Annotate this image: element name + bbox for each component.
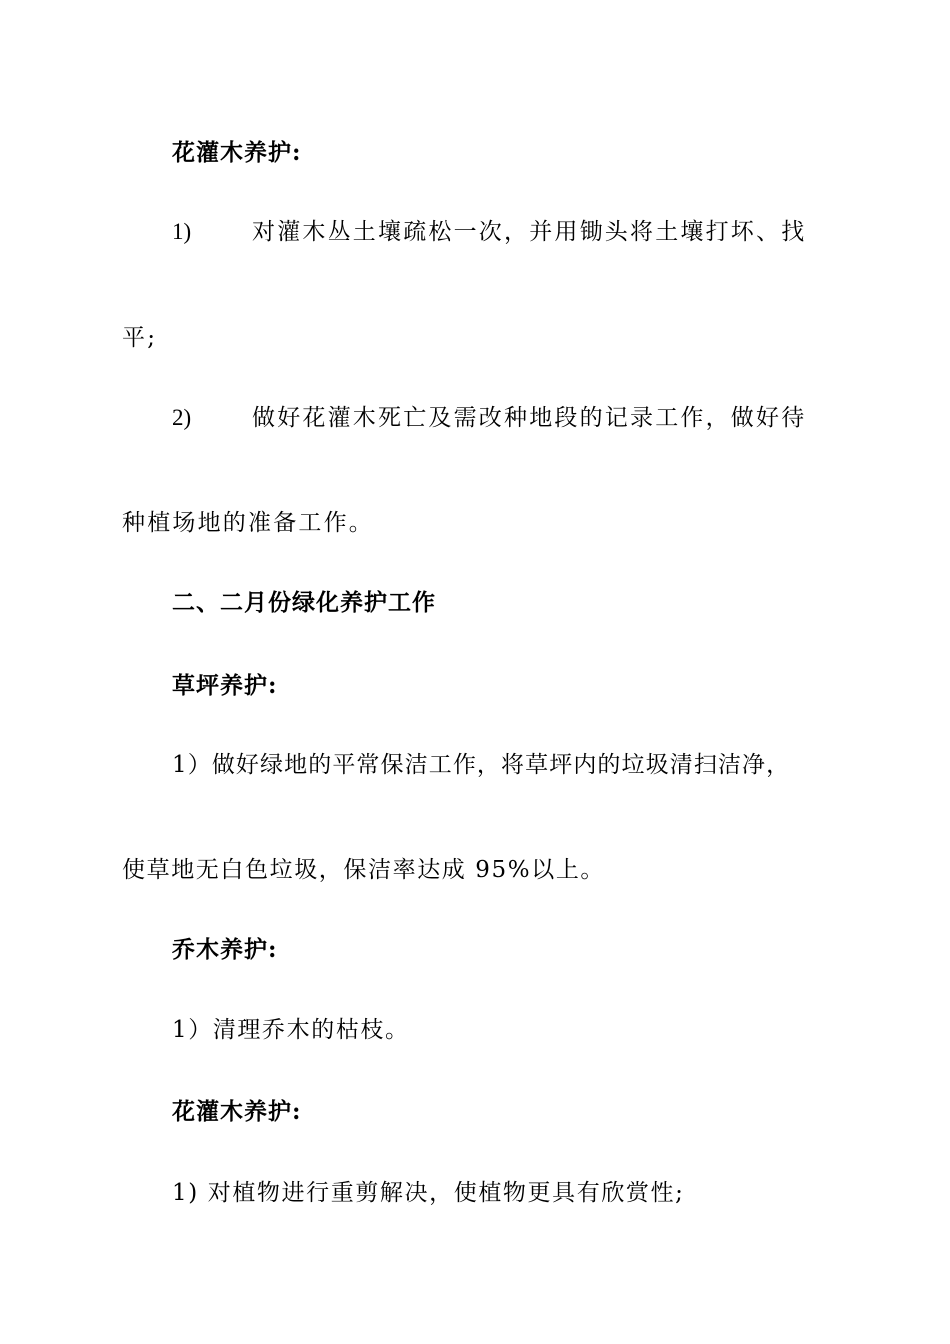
section-heading-tree-care: 乔木养护: [172, 936, 278, 963]
section-heading-lawn-care: 草坪养护: [172, 672, 278, 699]
paragraph-line: 平; [122, 325, 158, 351]
paragraph-line: 做好花灌木死亡及需改种地段的记录工作，做好待 [252, 405, 807, 431]
paragraph-line: 1) 对植物进行重剪解决，使植物更具有欣赏性; [172, 1180, 685, 1206]
section-heading-february: 二、二月份绿化养护工作 [172, 589, 436, 616]
paragraph-line: 种植场地的准备工作。 [122, 510, 374, 536]
paragraph-line: 1）做好绿地的平常保洁工作，将草坪内的垃圾清扫洁净， [172, 752, 791, 778]
list-number: 1) [172, 219, 192, 244]
paragraph-line: 对灌木丛土壤疏松一次，并用锄头将土壤打坏、找 [252, 219, 807, 245]
paragraph-line: 使草地无白色垃圾，保洁率达成 95%以上。 [122, 857, 606, 883]
section-heading-shrub-care-2: 花灌木养护: [172, 1098, 302, 1125]
paragraph-line: 1）清理乔木的枯枝。 [172, 1017, 410, 1043]
list-number: 2) [172, 405, 192, 430]
section-heading-shrub-care: 花灌木养护: [172, 139, 302, 166]
